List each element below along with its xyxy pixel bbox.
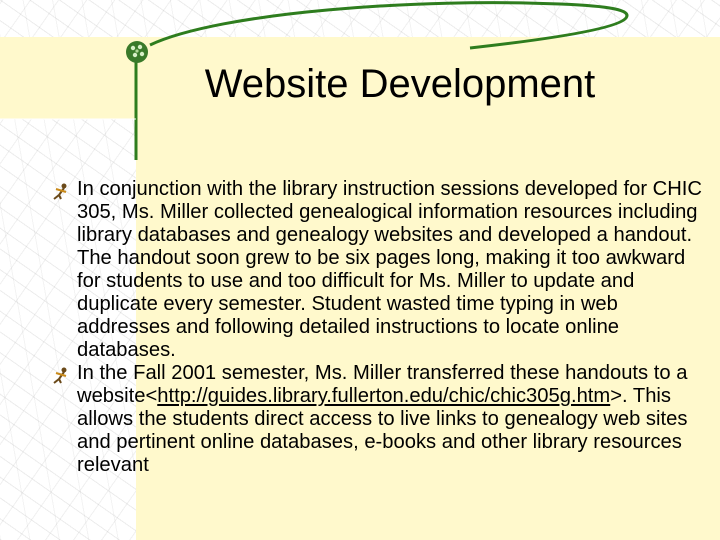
stick-figure-bullet-icon <box>52 366 70 384</box>
orb-icon <box>126 41 148 63</box>
bullet-text-before-link: In the Fall 2001 semester, Ms. Miller transferred these handouts to a website< <box>77 362 688 407</box>
stick-figure-bullet-icon <box>52 182 70 200</box>
bullet-text-after-link: >. This allows the students direct access to live links to genealogy web sites and pertinent online databases, e-books and other library resources relevant <box>77 385 688 476</box>
bullet-text: In conjunction with the library instruction sessions developed for CHIC 305, Ms. Miller collected genealogical information resources including library databases and genealogy websites and developed a handout. The handout soon grew to be six pages long, making it too awkward for students to use and too difficult for Ms. Miller to update and duplicate every semester. Student wasted time typing in web addresses and following detailed instructions to locate online databases. <box>77 178 702 361</box>
bullet-item-1 <box>52 178 712 362</box>
bullet-item-2 <box>52 362 712 477</box>
bullet-list <box>52 178 712 477</box>
slide-title: Website Development <box>204 62 596 106</box>
course-guide-link[interactable]: http://guides.library.fullerton.edu/chic/chic305g.htm <box>157 385 611 407</box>
